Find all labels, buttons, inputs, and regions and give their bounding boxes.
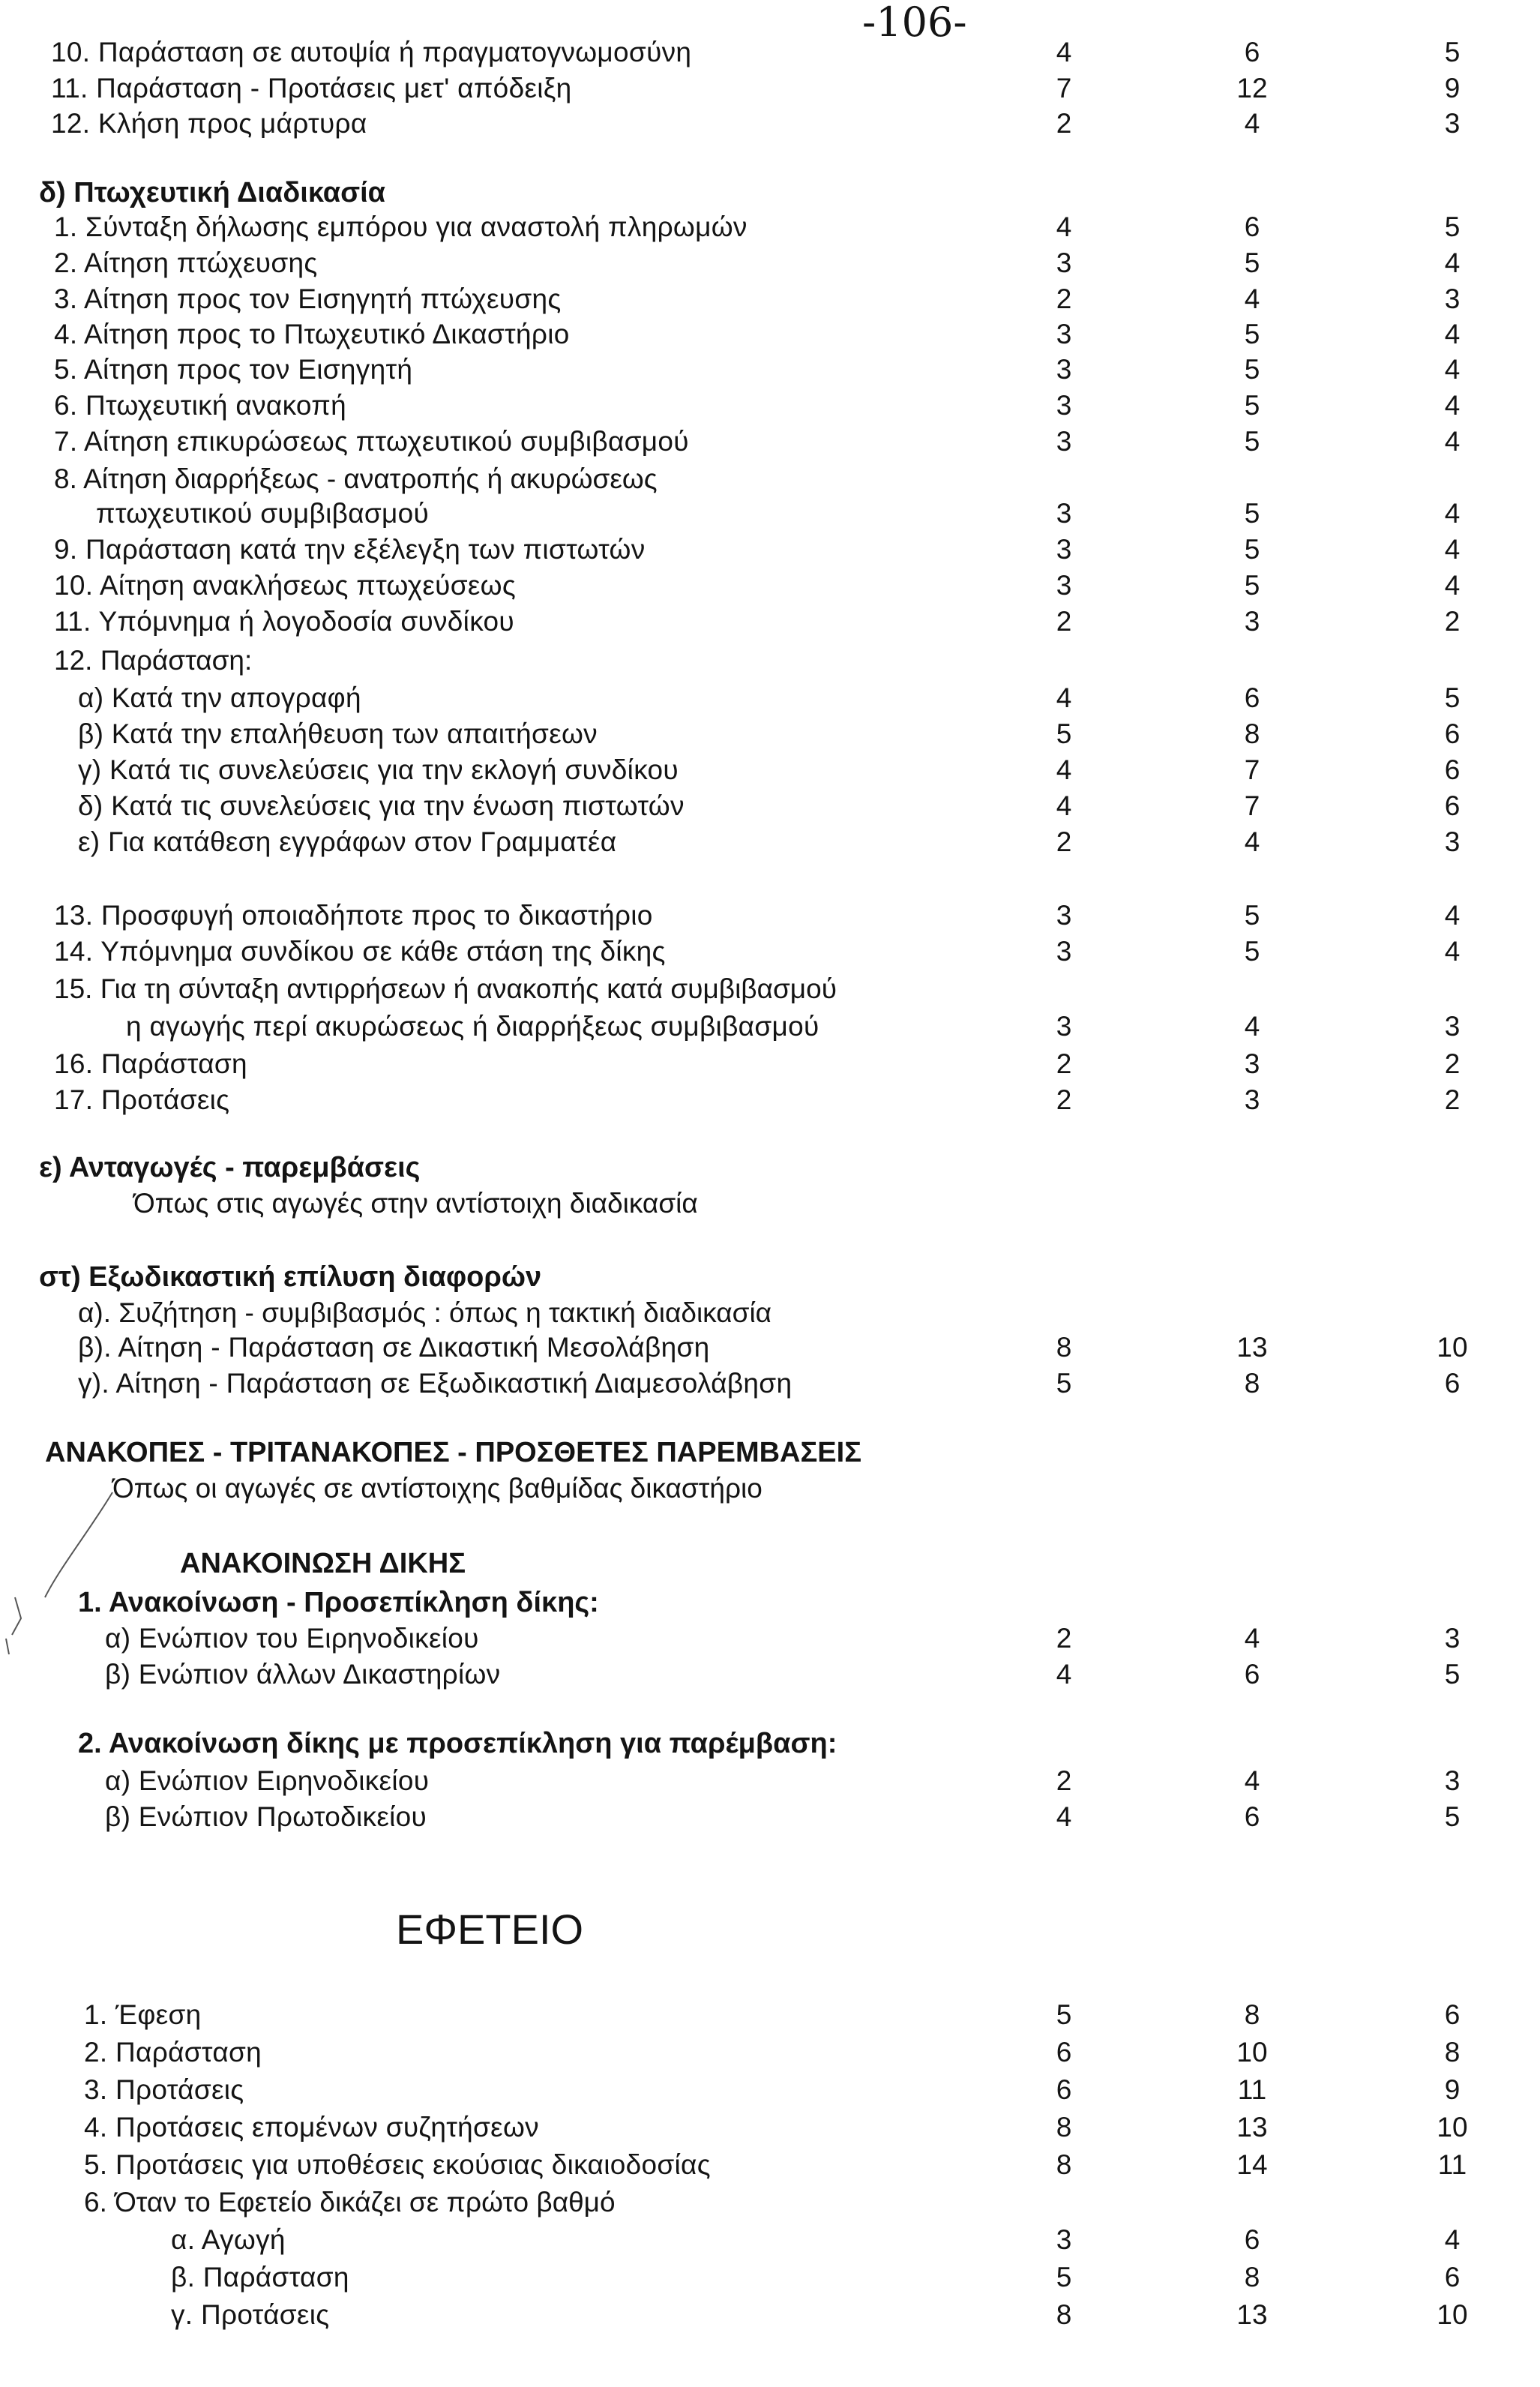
table-row: [0, 316, 1540, 353]
fee-mid: 3: [1444, 108, 1461, 139]
fee-min: 7: [1056, 73, 1072, 103]
row-label-line1: 8. Αίτηση διαρρήξεως - ανατροπής ή ακυρώσεως: [54, 463, 658, 494]
fee-mid: 4: [1444, 390, 1461, 421]
row-label: 11. Παράσταση - Προτάσεις μετ' απόδειξη: [51, 73, 572, 103]
fee-min: 2: [1056, 1765, 1072, 1796]
fee-mid: 10: [1437, 2299, 1468, 2330]
table-row: [0, 2259, 1540, 2296]
fee-mid: 2: [1444, 606, 1461, 637]
subsection-heading: 2. Ανακοίνωση δίκης με προσεπίκληση για παρέμβαση:: [78, 1728, 837, 1759]
fee-min: 4: [1056, 682, 1072, 713]
fee-mid: 6: [1444, 790, 1461, 821]
row-label: α) Ενώπιον του Ειρηνοδικείου: [105, 1623, 479, 1654]
table-row: [0, 751, 1540, 789]
row-label: α. Αγωγή: [171, 2224, 286, 2255]
row-label: 1. Έφεση: [84, 1999, 202, 2030]
table-row: [0, 531, 1540, 568]
row-label: β). Αίτηση - Παράσταση σε Δικαστική Μεσολάβηση: [78, 1332, 710, 1363]
fee-max: 4: [1244, 826, 1260, 857]
fee-mid: 2: [1444, 1084, 1461, 1115]
row-label: β) Ενώπιον Πρωτοδικείου: [105, 1801, 427, 1832]
row-label: 6. Πτωχευτική ανακοπή: [54, 390, 346, 421]
table-row: [0, 897, 1540, 934]
table-row: [0, 2221, 1540, 2259]
fee-mid: 5: [1444, 211, 1461, 242]
row-label: 16. Παράσταση: [54, 1048, 247, 1079]
fee-max: 5: [1244, 247, 1260, 278]
fee-max: 5: [1244, 570, 1260, 601]
table-row: [0, 1045, 1540, 1083]
fee-min: 8: [1056, 2112, 1072, 2143]
table-row: [0, 2034, 1540, 2071]
section-heading-objections: ΑΝΑΚΟΠΕΣ - ΤΡΙΤΑΝΑΚΟΠΕΣ - ΠΡΟΣΘΕΤΕΣ ΠΑΡΕΜΒΑΣΕΙΣ: [45, 1437, 861, 1468]
row-label: δ) Κατά τις συνελεύσεις για την ένωση πιστωτών: [78, 790, 685, 821]
fee-min: 8: [1056, 2299, 1072, 2330]
table-row: [0, 2146, 1540, 2184]
fee-max: 5: [1244, 936, 1260, 967]
fee-max: 4: [1244, 1765, 1260, 1796]
fee-mid: 4: [1444, 570, 1461, 601]
fee-min: 4: [1056, 754, 1072, 785]
fee-max: 5: [1244, 390, 1260, 421]
row-label: 12. Παράσταση:: [54, 645, 253, 676]
fee-max: 13: [1236, 2299, 1268, 2330]
fee-min: 4: [1056, 1801, 1072, 1832]
fee-mid: 4: [1444, 319, 1461, 349]
fee-min: 3: [1056, 426, 1072, 457]
fee-max: 4: [1244, 283, 1260, 314]
fee-max: 3: [1244, 1084, 1260, 1115]
row-label: 12. Κλήση προς μάρτυρα: [51, 108, 367, 139]
table-row: [0, 2071, 1540, 2109]
fee-mid: 4: [1444, 534, 1461, 565]
fee-mid: 5: [1444, 37, 1461, 67]
table-row: [0, 787, 1540, 825]
section-heading-notice: ΑΝΑΚΟΙΝΩΣΗ ΔΙΚΗΣ: [180, 1548, 466, 1579]
fee-max: 8: [1244, 1999, 1260, 2030]
page-number: -106-: [862, 0, 967, 46]
fee-max: 3: [1244, 606, 1260, 637]
fee-mid: 4: [1444, 900, 1461, 931]
fee-max: 4: [1244, 1011, 1260, 1042]
fee-max: 7: [1244, 754, 1260, 785]
fee-max: 5: [1244, 354, 1260, 385]
row-label-line2: η αγωγής περί ακυρώσεως ή διαρρήξεως συμβιβασμού: [126, 1011, 819, 1042]
fee-min: 4: [1056, 790, 1072, 821]
section-heading-adr: στ) Εξωδικαστική επίλυση διαφορών: [39, 1261, 542, 1293]
fee-mid: 4: [1444, 247, 1461, 278]
fee-min: 5: [1056, 2262, 1072, 2293]
fee-min: 2: [1056, 826, 1072, 857]
fee-max: 6: [1244, 2224, 1260, 2255]
fee-min: 3: [1056, 390, 1072, 421]
fee-mid: 3: [1444, 1623, 1461, 1654]
fee-max: 6: [1244, 682, 1260, 713]
fee-mid: 6: [1444, 1999, 1461, 2030]
row-label: 2. Παράσταση: [84, 2037, 262, 2068]
row-label: γ) Κατά τις συνελεύσεις για την εκλογή συνδίκου: [78, 754, 679, 785]
page-section-title: ΕΦΕΤΕΙΟ: [396, 1906, 584, 1953]
fee-mid: 11: [1437, 2149, 1467, 2180]
fee-mid: 6: [1444, 718, 1461, 749]
row-label: 1. Σύνταξη δήλωσης εμπόρου για αναστολή πληρωμών: [54, 211, 748, 242]
table-row: [0, 679, 1540, 717]
table-row: [0, 603, 1540, 640]
fee-mid: 10: [1437, 1332, 1468, 1363]
fee-min: 5: [1056, 1999, 1072, 2030]
table-row: [0, 1798, 1540, 1836]
fee-max: 12: [1236, 73, 1268, 103]
table-row: [0, 933, 1540, 970]
fee-max: 3: [1244, 1048, 1260, 1079]
fee-max: 5: [1244, 900, 1260, 931]
fee-min: 2: [1056, 1623, 1072, 1654]
table-row: [0, 423, 1540, 460]
fee-min: 3: [1056, 2224, 1072, 2255]
fee-mid: 9: [1444, 2074, 1461, 2105]
row-label: γ). Αίτηση - Παράσταση σε Εξωδικαστική Διαμεσολάβηση: [78, 1368, 792, 1399]
fee-mid: 5: [1444, 682, 1461, 713]
row-label: 11. Υπόμνημα ή λογοδοσία συνδίκου: [54, 606, 514, 637]
fee-min: 2: [1056, 108, 1072, 139]
fee-max: 5: [1244, 319, 1260, 349]
fee-mid: 6: [1444, 1368, 1461, 1399]
fee-min: 6: [1056, 2037, 1072, 2068]
row-label: 6. Όταν το Εφετείο δικάζει σε πρώτο βαθμό: [84, 2187, 616, 2218]
fee-min: 3: [1056, 534, 1072, 565]
table-row: [0, 1996, 1540, 2034]
fee-min: 2: [1056, 1048, 1072, 1079]
row-label: 5. Αίτηση προς τον Εισηγητή: [54, 354, 413, 385]
row-label: γ. Προτάσεις: [171, 2299, 330, 2330]
fee-min: 3: [1056, 570, 1072, 601]
table-row: [0, 1081, 1540, 1119]
row-label: 10. Παράσταση σε αυτοψία ή πραγματογνωμοσύνη: [51, 37, 692, 67]
fee-mid: 2: [1444, 1048, 1461, 1079]
fee-mid: 4: [1444, 354, 1461, 385]
fee-max: 13: [1236, 2112, 1268, 2143]
fee-min: 3: [1056, 936, 1072, 967]
row-label: 9. Παράσταση κατά την εξέλεγξη των πιστωτών: [54, 534, 646, 565]
section-heading-counterclaims: ε) Ανταγωγές - παρεμβάσεις: [39, 1152, 421, 1183]
fee-max: 6: [1244, 37, 1260, 67]
table-row: [0, 244, 1540, 282]
fee-min: 2: [1056, 1084, 1072, 1115]
fee-max: 6: [1244, 1659, 1260, 1690]
subsection-heading: 1. Ανακοίνωση - Προσεπίκληση δίκης:: [78, 1587, 599, 1618]
fee-mid: 5: [1444, 1801, 1461, 1832]
table-row: [0, 1656, 1540, 1693]
table-row: [0, 823, 1540, 861]
row-label: 4. Αίτηση προς το Πτωχευτικό Δικαστήριο: [54, 319, 570, 349]
table-row: [0, 715, 1540, 753]
section-note: Όπως στις αγωγές στην αντίστοιχη διαδικασία: [133, 1188, 698, 1219]
fee-min: 4: [1056, 37, 1072, 67]
fee-max: 8: [1244, 1368, 1260, 1399]
row-label-line1: 15. Για τη σύνταξη αντιρρήσεων ή ανακοπής κατά συμβιβασμού: [54, 973, 837, 1004]
fee-min: 3: [1056, 354, 1072, 385]
table-row: [0, 387, 1540, 424]
fee-max: 6: [1244, 1801, 1260, 1832]
row-label: β) Ενώπιον άλλων Δικαστηρίων: [105, 1659, 501, 1690]
row-label: 17. Προτάσεις: [54, 1084, 230, 1115]
row-label: 3. Αίτηση προς τον Εισηγητή πτώχευσης: [54, 283, 562, 314]
fee-max: 4: [1244, 1623, 1260, 1654]
fee-max: 6: [1244, 211, 1260, 242]
table-row: [0, 280, 1540, 318]
fee-min: 3: [1056, 1011, 1072, 1042]
table-row: [0, 351, 1540, 388]
fee-min: 3: [1056, 319, 1072, 349]
fee-mid: 8: [1444, 2037, 1461, 2068]
row-label: α) Κατά την απογραφή: [78, 682, 361, 713]
table-row: [0, 105, 1540, 142]
row-label: β. Παράσταση: [171, 2262, 349, 2293]
fee-mid: 10: [1437, 2112, 1468, 2143]
fee-max: 14: [1236, 2149, 1268, 2180]
fee-min: 5: [1056, 718, 1072, 749]
row-label: 13. Προσφυγή οποιαδήποτε προς το δικαστήριο: [54, 900, 653, 931]
row-label: 10. Αίτηση ανακλήσεως πτωχεύσεως: [54, 570, 516, 601]
table-row: [0, 1008, 1540, 1045]
fee-min: 2: [1056, 283, 1072, 314]
fee-mid: 4: [1444, 936, 1461, 967]
fee-min: 5: [1056, 1368, 1072, 1399]
row-label: 4. Προτάσεις επομένων συζητήσεων: [84, 2112, 539, 2143]
fee-max: 5: [1244, 498, 1260, 529]
row-label: 2. Αίτηση πτώχευσης: [54, 247, 318, 278]
fee-mid: 3: [1444, 1765, 1461, 1796]
row-label: ε) Για κατάθεση εγγράφων στον Γραμματέα: [78, 826, 617, 857]
fee-min: 8: [1056, 1332, 1072, 1363]
row-label: β) Κατά την επαλήθευση των απαιτήσεων: [78, 718, 598, 749]
fee-mid: 5: [1444, 1659, 1461, 1690]
fee-mid: 3: [1444, 826, 1461, 857]
table-row: [0, 1762, 1540, 1800]
fee-mid: 6: [1444, 2262, 1461, 2293]
fee-mid: 3: [1444, 1011, 1461, 1042]
fee-max: 4: [1244, 108, 1260, 139]
row-label: α). Συζήτηση - συμβιβασμός : όπως η τακτική διαδικασία: [78, 1297, 772, 1328]
row-label: 5. Προτάσεις για υποθέσεις εκούσιας δικαιοδοσίας: [84, 2149, 711, 2180]
table-row: [0, 2109, 1540, 2146]
section-note: Όπως οι αγωγές σε αντίστοιχης βαθμίδας δικαστήριο: [112, 1473, 763, 1504]
fee-mid: 3: [1444, 283, 1461, 314]
row-label: 14. Υπόμνημα συνδίκου σε κάθε στάση της δίκης: [54, 936, 666, 967]
table-row: [0, 70, 1540, 107]
fee-max: 5: [1244, 534, 1260, 565]
fee-max: 13: [1236, 1332, 1268, 1363]
table-row: [0, 1329, 1540, 1366]
table-row: [0, 2296, 1540, 2334]
section-heading-bankruptcy: δ) Πτωχευτική Διαδικασία: [39, 177, 386, 208]
fee-max: 8: [1244, 718, 1260, 749]
fee-mid: 4: [1444, 498, 1461, 529]
fee-max: 10: [1236, 2037, 1268, 2068]
fee-mid: 9: [1444, 73, 1461, 103]
fee-min: 3: [1056, 247, 1072, 278]
fee-min: 4: [1056, 1659, 1072, 1690]
row-label: 7. Αίτηση επικυρώσεως πτωχευτικού συμβιβασμού: [54, 426, 689, 457]
table-row: [0, 567, 1540, 604]
fee-mid: 6: [1444, 754, 1461, 785]
table-row: [0, 1365, 1540, 1402]
fee-max: 7: [1244, 790, 1260, 821]
fee-min: 2: [1056, 606, 1072, 637]
fee-mid: 4: [1444, 426, 1461, 457]
fee-min: 4: [1056, 211, 1072, 242]
fee-min: 3: [1056, 498, 1072, 529]
fee-max: 8: [1244, 2262, 1260, 2293]
fee-max: 5: [1244, 426, 1260, 457]
fee-min: 3: [1056, 900, 1072, 931]
table-row: [0, 1620, 1540, 1657]
table-row: [0, 495, 1540, 532]
row-label: 3. Προτάσεις: [84, 2074, 244, 2105]
fee-max: 11: [1237, 2074, 1267, 2105]
fee-min: 8: [1056, 2149, 1072, 2180]
fee-min: 6: [1056, 2074, 1072, 2105]
table-row: [0, 34, 1540, 71]
table-row: [0, 208, 1540, 246]
fee-mid: 4: [1444, 2224, 1461, 2255]
row-label: α) Ενώπιον Ειρηνοδικείου: [105, 1765, 430, 1796]
row-label-line2: πτωχευτικού συμβιβασμού: [96, 498, 430, 529]
